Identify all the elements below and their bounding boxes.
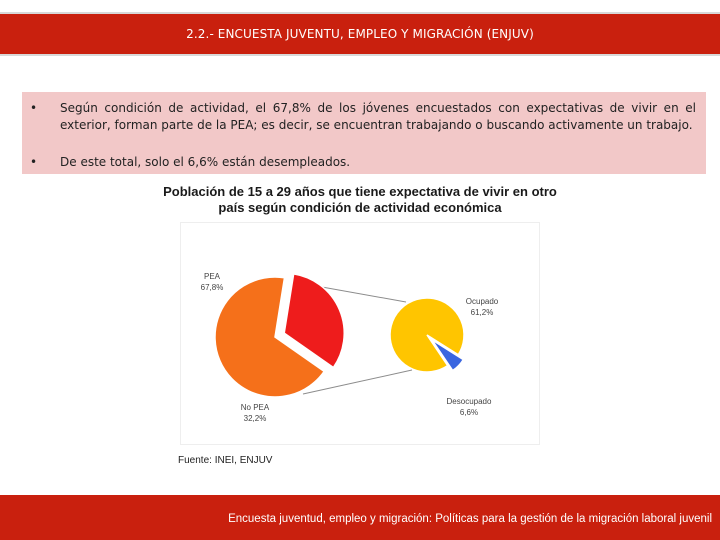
bullet-marker: • <box>30 155 38 169</box>
page-title: 2.2.- ENCUESTA JUVENTU, EMPLEO Y MIGRACIÓN (ENJUV) <box>186 27 534 41</box>
bullet-text: De este total, solo el 6,6% están desempleados. <box>60 155 351 169</box>
slice-value-label: 61,2% <box>470 308 494 317</box>
slice-label: Desocupado <box>446 397 492 406</box>
slice-label: PEA <box>203 272 221 281</box>
footer-bar <box>0 495 720 540</box>
header-bar <box>0 12 720 56</box>
bullet-marker: • <box>30 101 38 115</box>
slice-label: Ocupado <box>465 297 499 306</box>
slice-value-label: 67,8% <box>200 283 224 292</box>
slice-value-label: 6,6% <box>459 408 479 417</box>
chart-title: Población de 15 a 29 años que tiene expectativa de vivir en otro país según condición de actividad económica <box>163 184 557 215</box>
footer-text: Encuesta juventud, empleo y migración: Políticas para la gestión de la migración laboral juvenil <box>228 513 712 525</box>
chart-source: Fuente: INEI, ENJUV <box>178 455 273 466</box>
slice-value-label: 32,2% <box>243 414 267 423</box>
bullet-text: Según condición de actividad, el 67,8% de los jóvenes encuestados con expectativas de vivir en el exterior, forman parte de la PEA; es decir, se encuentran trabajando o buscando activamente un trabajo. <box>60 101 696 132</box>
pie-chart <box>180 222 540 447</box>
bullet-panel <box>22 92 706 174</box>
slice-label: No PEA <box>240 403 270 412</box>
